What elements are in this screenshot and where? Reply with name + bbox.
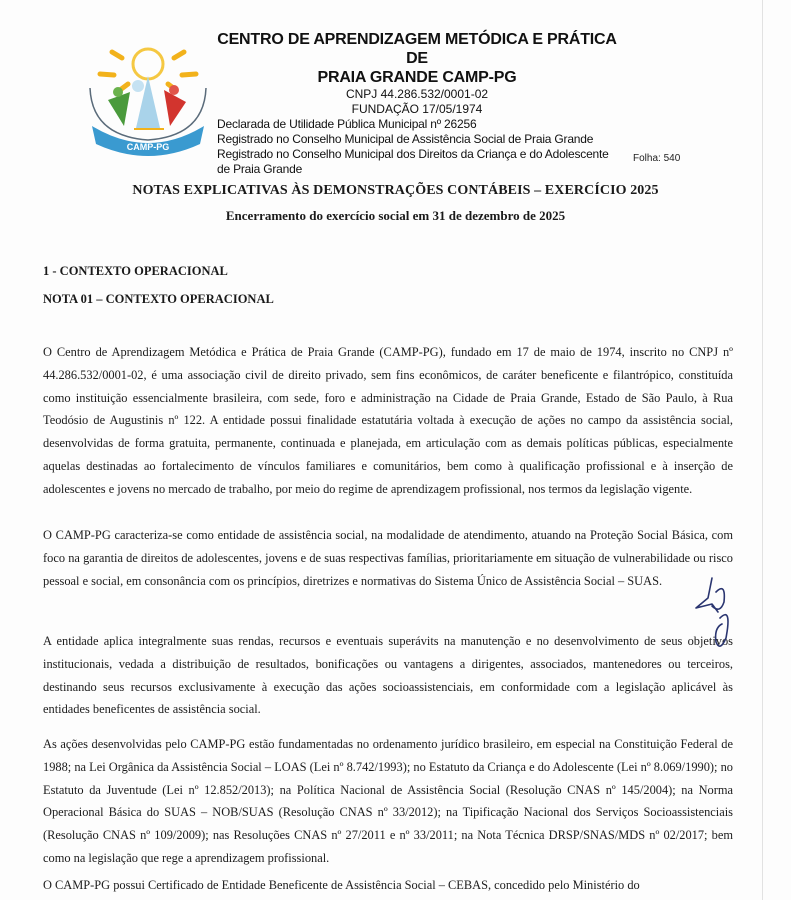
paragraph: O CAMP-PG possui Certificado de Entidade Beneficente de Assistência Social – CEBAS, concedido pelo Ministério do xyxy=(43,878,640,892)
handwritten-initials-icon xyxy=(690,568,750,658)
letterhead xyxy=(217,30,617,177)
organization-name-line1: CENTRO DE APRENDIZAGEM METÓDICA E PRÁTICA DE xyxy=(217,31,617,67)
organization-name-line2: PRAIA GRANDE CAMP-PG xyxy=(317,69,517,86)
document-title: NOTAS EXPLICATIVAS ÀS DEMONSTRAÇÕES CONTÁBEIS – EXERCÍCIO 2025 xyxy=(132,183,659,198)
social-assistance-registration-text: Registrado no Conselho Municipal de Assistência Social de Praia Grande xyxy=(217,132,594,146)
paragraph: As ações desenvolvidas pelo CAMP-PG estão fundamentadas no ordenamento jurídico brasileiro, em especial na Constituição Federal de 1988; na Lei Orgânica da Assistência Social – LOAS (Lei nº 8.742/1993); no Estatuto da Criança e do Adolescente (Lei nº 8.069/1990); no Estatuto da Juventude (Lei nº 12.852/2013); na Política Nacional de Assistência Social (Resolução CNAS nº 145/2004); na Norma Operacional Básica do SUAS – NOB/SUAS (Resolução CNAS nº 33/2012); na Tipificação Nacional dos Serviços Socioassistenciais (Resolução CNAS nº 109/2009); nas Resoluções CNAS nº 27/2011 e nº 33/2011; na Nota Técnica DRSP/SNAS/MDS nº 02/2017; bem como na legislação que rege a aprendizagem profissional. xyxy=(43,737,733,865)
paragraph: A entidade aplica integralmente suas rendas, recursos e eventuais superávits na manutenção e no desenvolvimento de seus objetivos institucionais, vedada a distribuição de resultados, bonificações ou vantagens a dirigentes, associados, mantenedores ou terceiros, destinando seus recursos exclusivamente à execução das ações socioassistenciais, em conformidade com a legislação aplicável às entidades beneficentes de assistência social. xyxy=(43,634,733,717)
svg-text:CAMP-PG: CAMP-PG xyxy=(126,142,170,152)
note-heading: NOTA 01 – CONTEXTO OPERACIONAL xyxy=(43,292,274,306)
paragraph: O CAMP-PG caracteriza-se como entidade de assistência social, na modalidade de atendimento, atuando na Proteção Social Básica, com foco na garantia de direitos de adolescentes, jovens e de suas respectivas famílias, prioritariamente em situação de vulnerabilidade ou risco pessoal e social, em consonância com os princípios, diretrizes e normativas do Sistema Único de Assistência Social – SUAS. xyxy=(43,528,733,588)
page-fold-line xyxy=(762,0,763,900)
paragraph: O Centro de Aprendizagem Metódica e Prática de Praia Grande (CAMP-PG), fundado em 17 de maio de 1974, inscrito no CNPJ nº 44.286.532/0001-02, é uma associação civil de direito privado, sem fins econômicos, de caráter beneficente e filantrópico, constituída como instituição essencialmente brasileira, com sede, foro e administração na Cidade de Praia Grande, Estado de São Paulo, à Rua Teodósio de Augustinis nº 122. A entidade possui finalidade estatutária voltada à execução de ações no campo da assistência social, desenvolvidas de forma gratuita, permanente, continuada e planejada, em articulação com as demais políticas públicas, especialmente aquelas destinadas ao fortalecimento de vínculos familiares e comunitários, bem como à qualificação profissional e à inserção de adolescentes e jovens no mercado de trabalho, por meio do regime de aprendizagem profissional, nos termos da legislação vigente. xyxy=(43,345,733,496)
foundation-date-text: FUNDAÇÃO 17/05/1974 xyxy=(351,102,483,116)
document-subtitle: Encerramento do exercício social em 31 de dezembro de 2025 xyxy=(225,208,566,223)
child-rights-registration-text-cont: de Praia Grande xyxy=(217,162,303,176)
cnpj-text: CNPJ 44.286.532/0001-02 xyxy=(345,87,489,101)
child-rights-registration-text: Registrado no Conselho Municipal dos Direitos da Criança e do Adolescente xyxy=(217,147,609,161)
camp-pg-logo-icon xyxy=(78,28,218,156)
public-utility-text: Declarada de Utilidade Pública Municipal nº 26256 xyxy=(217,117,477,131)
page-number: Folha: 540 xyxy=(633,153,681,164)
section-heading: 1 - CONTEXTO OPERACIONAL xyxy=(43,264,228,278)
